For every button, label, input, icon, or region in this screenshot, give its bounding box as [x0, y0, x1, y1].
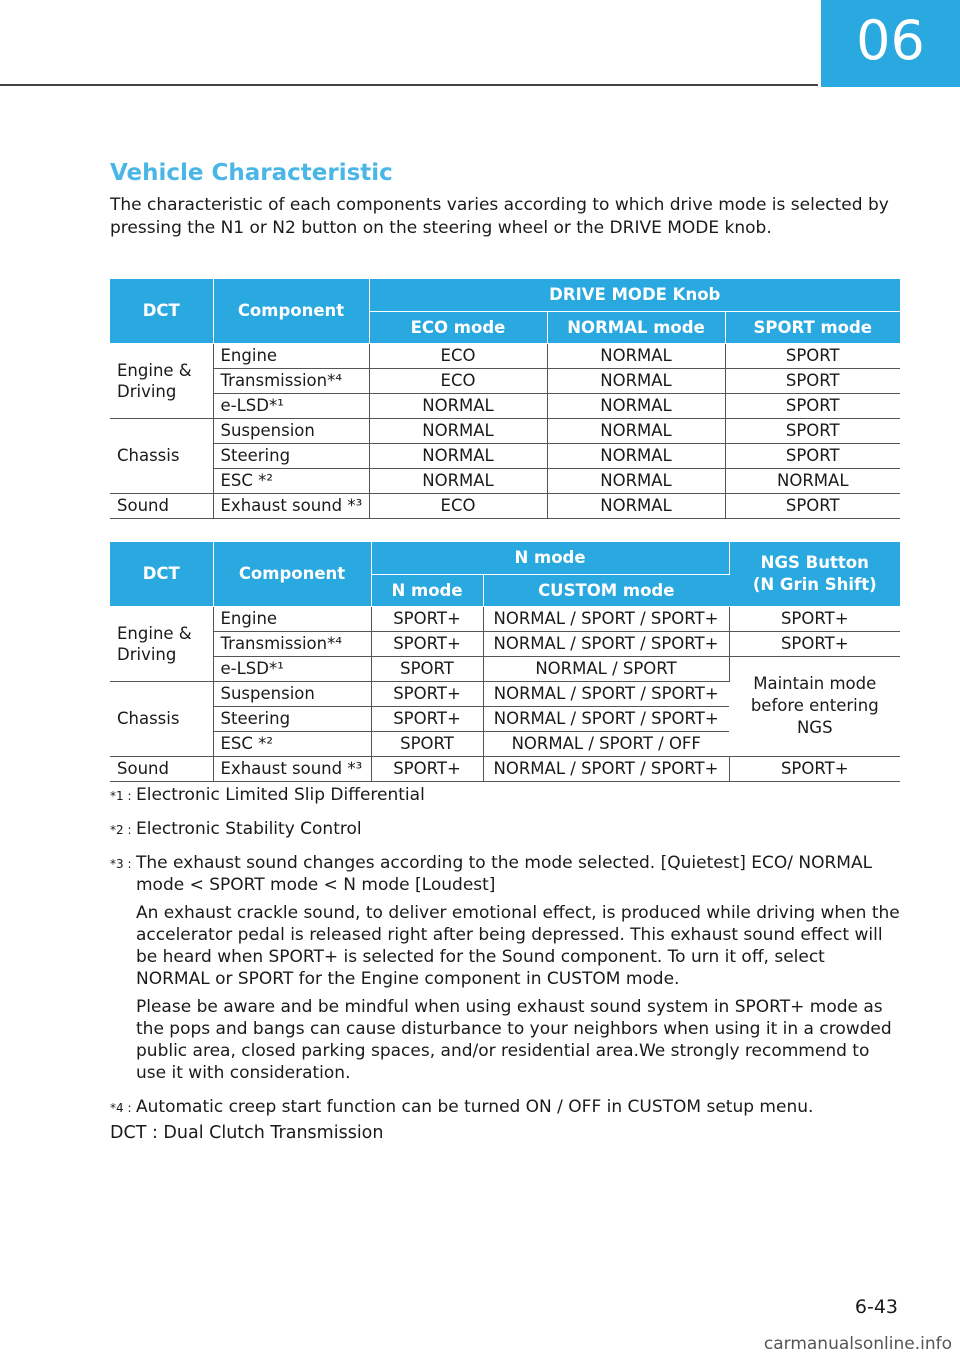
component-cell: Transmission*⁴	[213, 368, 369, 393]
header-eco-mode: ECO mode	[369, 311, 547, 343]
header-custom-mode: CUSTOM mode	[483, 574, 729, 606]
mode-value-cell: NORMAL / SPORT / SPORT+	[483, 606, 729, 631]
component-cell: Steering	[213, 706, 371, 731]
drive-mode-table	[110, 279, 900, 519]
table-row	[110, 368, 900, 393]
mode-value-cell: NORMAL	[547, 468, 725, 493]
group-label: Chassis	[110, 418, 213, 493]
footnote	[110, 818, 902, 846]
component-cell: Exhaust sound *³	[213, 756, 371, 781]
footnote-marker: *1 :	[110, 789, 132, 803]
mode-value-cell: NORMAL / SPORT / SPORT+	[483, 756, 729, 781]
header-n-mode: N mode	[371, 574, 483, 606]
footnote-body	[136, 852, 902, 1090]
footnote-body	[136, 818, 902, 846]
mode-value-cell: NORMAL	[547, 393, 725, 418]
ngs-value-cell: SPORT+	[729, 756, 900, 781]
footnote-text: An exhaust crackle sound, to deliver emotional effect, is produced while driving when the accelerator pedal is released right after being depressed. This exhaust sound effect will be heard when SPORT+ is selected for the Sound component. To urn it off, select NORMAL or SPORT for the Engine component in CUSTOM mode.	[136, 903, 900, 989]
table-row	[110, 606, 900, 631]
group-label: Sound	[110, 493, 213, 518]
header-dct: DCT	[110, 279, 213, 343]
footnote-text: The exhaust sound changes according to the mode selected. [Quietest] ECO/ NORMAL mode < SPORT mode < N mode [Loudest]	[136, 853, 873, 895]
component-cell: Engine	[213, 343, 369, 368]
header-dct: DCT	[110, 542, 213, 606]
component-cell: Steering	[213, 443, 369, 468]
mode-value-cell: SPORT+	[371, 606, 483, 631]
mode-value-cell: SPORT	[371, 731, 483, 756]
mode-value-cell: NORMAL	[369, 443, 547, 468]
footnote-text: Automatic creep start function can be turned ON / OFF in CUSTOM setup menu.	[136, 1097, 814, 1117]
group-label: Engine & Driving	[110, 343, 213, 418]
footnote	[110, 784, 902, 812]
mode-value-cell: NORMAL	[547, 343, 725, 368]
mode-value-cell: SPORT	[725, 493, 900, 518]
mode-value-cell: NORMAL / SPORT / SPORT+	[483, 681, 729, 706]
mode-value-cell: NORMAL	[369, 393, 547, 418]
ngs-value-cell: SPORT+	[729, 606, 900, 631]
chapter-tab: 06	[821, 0, 960, 87]
mode-value-cell: NORMAL	[369, 468, 547, 493]
mode-value-cell: NORMAL	[547, 418, 725, 443]
footnote-marker: *4 :	[110, 1101, 132, 1115]
mode-value-cell: NORMAL	[547, 493, 725, 518]
component-cell: Suspension	[213, 681, 371, 706]
mode-value-cell: NORMAL	[547, 443, 725, 468]
footnotes	[110, 784, 902, 1130]
mode-value-cell: NORMAL	[369, 418, 547, 443]
component-cell: Suspension	[213, 418, 369, 443]
mode-value-cell: SPORT	[725, 343, 900, 368]
mode-value-cell: SPORT	[725, 443, 900, 468]
table-row	[110, 656, 900, 681]
mode-value-cell: SPORT	[725, 418, 900, 443]
ngs-merged-cell: Maintain mode before entering NGS	[729, 656, 900, 756]
mode-value-cell: SPORT	[371, 656, 483, 681]
component-cell: ESC *²	[213, 731, 371, 756]
table-row	[110, 631, 900, 656]
watermark: carmanualsonline.info	[763, 1334, 952, 1354]
header-drive-mode-knob: DRIVE MODE Knob	[369, 279, 900, 311]
footnote-text: Electronic Stability Control	[136, 819, 362, 839]
mode-value-cell: ECO	[369, 343, 547, 368]
page-number: 6-43	[854, 1296, 898, 1318]
mode-value-cell: NORMAL	[725, 468, 900, 493]
header-normal-mode: NORMAL mode	[547, 311, 725, 343]
table-row	[110, 443, 900, 468]
header-rule	[0, 84, 818, 86]
component-cell: Engine	[213, 606, 371, 631]
group-label: Sound	[110, 756, 213, 781]
mode-value-cell: SPORT	[725, 393, 900, 418]
mode-value-cell: SPORT+	[371, 681, 483, 706]
group-label: Engine & Driving	[110, 606, 213, 681]
n-mode-table	[110, 542, 900, 782]
footnote-text: Please be aware and be mindful when using exhaust sound system in SPORT+ mode as the pops and bangs can cause disturbance to your neighbors when using it in a crowded public area, closed parking spaces, and/or residential area.We strongly recommend to use it with consideration.	[136, 997, 892, 1083]
mode-value-cell: NORMAL / SPORT	[483, 656, 729, 681]
table-row	[110, 393, 900, 418]
mode-value-cell: ECO	[369, 368, 547, 393]
mode-value-cell: NORMAL / SPORT / SPORT+	[483, 631, 729, 656]
component-cell: ESC *²	[213, 468, 369, 493]
mode-value-cell: NORMAL / SPORT / OFF	[483, 731, 729, 756]
mode-value-cell: SPORT+	[371, 706, 483, 731]
mode-value-cell: NORMAL	[547, 368, 725, 393]
component-cell: e-LSD*¹	[213, 393, 369, 418]
group-label: Chassis	[110, 681, 213, 756]
footnote-body	[136, 1096, 902, 1124]
footnote-text: Electronic Limited Slip Differential	[136, 785, 425, 805]
footnote-body	[136, 784, 902, 812]
footnote-marker: *2 :	[110, 823, 132, 837]
header-component: Component	[213, 542, 371, 606]
mode-value-cell: SPORT+	[371, 631, 483, 656]
footnote	[110, 1096, 902, 1124]
table-row	[110, 418, 900, 443]
dct-definition: DCT : Dual Clutch Transmission	[110, 1123, 384, 1143]
ngs-value-cell: SPORT+	[729, 631, 900, 656]
table-row	[110, 343, 900, 368]
header-sport-mode: SPORT mode	[725, 311, 900, 343]
header-component: Component	[213, 279, 369, 343]
component-cell: Exhaust sound *³	[213, 493, 369, 518]
table-row	[110, 468, 900, 493]
section-title: Vehicle Characteristic	[110, 160, 393, 186]
mode-value-cell: SPORT+	[371, 756, 483, 781]
mode-value-cell: SPORT	[725, 368, 900, 393]
mode-value-cell: ECO	[369, 493, 547, 518]
header-ngs-button: NGS Button (N Grin Shift)	[729, 542, 900, 606]
footnote	[110, 852, 902, 1090]
table-row	[110, 493, 900, 518]
table-row	[110, 756, 900, 781]
footnote-marker: *3 :	[110, 857, 132, 871]
component-cell: Transmission*⁴	[213, 631, 371, 656]
component-cell: e-LSD*¹	[213, 656, 371, 681]
header-n-mode-group: N mode	[371, 542, 729, 574]
mode-value-cell: NORMAL / SPORT / SPORT+	[483, 706, 729, 731]
intro-paragraph: The characteristic of each components varies according to which drive mode is selected by pressing the N1 or N2 button on the steering wheel or the DRIVE MODE knob.	[110, 195, 889, 238]
